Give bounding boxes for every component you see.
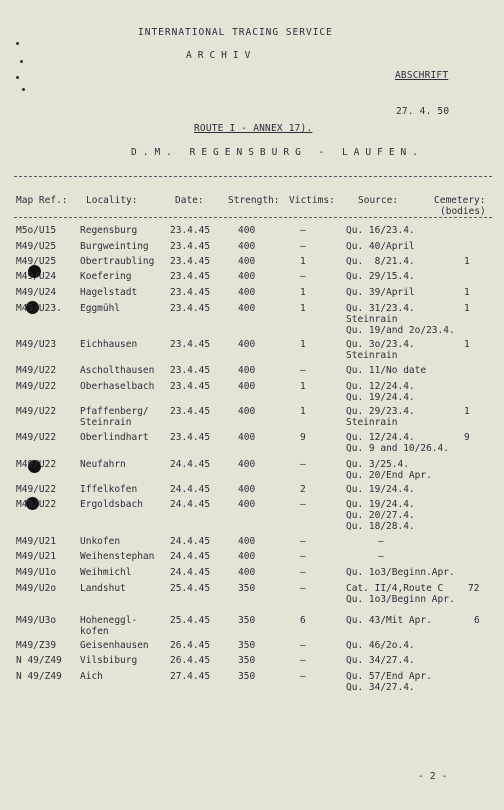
cell-date: 25.4.45: [170, 615, 211, 626]
cell-locality: Burgweinting: [80, 241, 149, 252]
cell-date: 24.4.45: [170, 567, 211, 578]
cell-strength: 400: [238, 381, 256, 392]
cell-victims: 1: [300, 287, 306, 298]
cell-locality: Neufahrn: [80, 459, 126, 470]
cell-victims: —: [300, 459, 306, 470]
cell-locality: Oberhaselbach: [80, 381, 155, 392]
col-date: Date:: [175, 195, 204, 206]
margin-mark: [16, 42, 19, 45]
cell-victims: —: [300, 671, 306, 682]
cell-victims: —: [300, 551, 306, 562]
cell-victims: 9: [300, 432, 306, 443]
cell-locality: Vilsbiburg: [80, 655, 138, 666]
cell-strength: 350: [238, 640, 256, 651]
cell-strength: 400: [238, 432, 256, 443]
cell-date: 24.4.45: [170, 536, 211, 547]
cell-cemetery: 1: [464, 287, 470, 298]
cell-strength: 400: [238, 287, 256, 298]
cell-cemetery: 1: [464, 339, 470, 350]
cell-victims: —: [300, 640, 306, 651]
col-victims: Victims:: [289, 195, 335, 206]
cell-victims: —: [300, 655, 306, 666]
cell-locality: Unkofen: [80, 536, 121, 547]
cell-source: Cat. II/4,Route C Qu. 1o3/Beginn Apr.: [346, 583, 455, 605]
cell-locality: Regensburg: [80, 225, 138, 236]
cell-locality: Koefering: [80, 271, 132, 282]
cell-source: Qu. 16/23.4.: [346, 225, 415, 236]
cell-source: Qu. 12/24.4. Qu. 19/24.4.: [346, 381, 415, 403]
cell-mapref: M49/U22: [16, 406, 57, 417]
cell-date: 23.4.45: [170, 303, 211, 314]
cell-locality: Iffelkofen: [80, 484, 138, 495]
cell-victims: —: [300, 241, 306, 252]
col-cemetery-sub: (bodies): [440, 206, 486, 217]
cell-victims: —: [300, 225, 306, 236]
cell-strength: 400: [238, 256, 256, 267]
col-strength: Strength:: [228, 195, 280, 206]
route-title: ROUTE I - ANNEX 17).: [194, 123, 313, 134]
cell-mapref: M49/U2o: [16, 583, 57, 594]
cell-victims: —: [300, 271, 306, 282]
cell-locality: Weihenstephan: [80, 551, 155, 562]
cell-source: Qu. 29/15.4.: [346, 271, 415, 282]
cell-strength: 400: [238, 225, 256, 236]
cell-date: 23.4.45: [170, 241, 211, 252]
cell-strength: 400: [238, 303, 256, 314]
cell-source: Qu. 11/No date: [346, 365, 427, 376]
cell-source: Qu. 31/23.4. Steinrain Qu. 19/and 2o/23.4.: [346, 303, 455, 336]
cell-strength: 400: [238, 406, 256, 417]
cell-date: 24.4.45: [170, 551, 211, 562]
cell-source: Qu. 1o3/Beginn.Apr.: [346, 567, 455, 578]
cell-date: 23.4.45: [170, 365, 211, 376]
cell-strength: 400: [238, 271, 256, 282]
cell-strength: 400: [238, 567, 256, 578]
cell-victims: 6: [300, 615, 306, 626]
cell-mapref: N 49/Z49: [16, 655, 62, 666]
cell-victims: 2: [300, 484, 306, 495]
cell-mapref: M49/U21: [16, 551, 57, 562]
cell-source: Qu. 29/23.4. Steinrain: [346, 406, 415, 428]
copy-label: ABSCHRIFT: [395, 70, 449, 81]
cell-date: 26.4.45: [170, 655, 211, 666]
cell-victims: —: [300, 583, 306, 594]
cell-date: 23.4.45: [170, 339, 211, 350]
cell-source: Qu. 19/24.4.: [346, 484, 415, 495]
cell-source: Qu. 43/Mit Apr.: [346, 615, 432, 626]
cell-mapref: M49/Z39: [16, 640, 57, 651]
cell-mapref: M49/U3o: [16, 615, 57, 626]
cell-cemetery: 9: [464, 432, 470, 443]
cell-strength: 400: [238, 484, 256, 495]
cell-cemetery: 1: [464, 303, 470, 314]
cell-date: 23.4.45: [170, 406, 211, 417]
cell-mapref: M49/U1o: [16, 567, 57, 578]
cell-cemetery: 72: [468, 583, 480, 594]
cell-date: 27.4.45: [170, 671, 211, 682]
cell-strength: 350: [238, 671, 256, 682]
cell-victims: 1: [300, 406, 306, 417]
cell-mapref: M49/U22: [16, 484, 57, 495]
cell-mapref: M49/U21: [16, 536, 57, 547]
cell-locality: Oberlindhart: [80, 432, 149, 443]
margin-mark: [16, 76, 19, 79]
cell-mapref: M49/U22: [16, 499, 57, 510]
cell-date: 23.4.45: [170, 256, 211, 267]
cell-source: Qu. 39/April: [346, 287, 415, 298]
cell-locality: Pfaffenberg/ Steinrain: [80, 406, 149, 428]
cell-date: 23.4.45: [170, 225, 211, 236]
cell-date: 24.4.45: [170, 484, 211, 495]
cell-victims: —: [300, 499, 306, 510]
cell-mapref: M49/U22: [16, 365, 57, 376]
page-number: - 2 -: [418, 771, 448, 782]
cell-locality: Obertraubling: [80, 256, 155, 267]
cell-source: Qu. 46/2o.4.: [346, 640, 415, 651]
cell-mapref: M49/U25: [16, 241, 57, 252]
dept-heading: ARCHIV: [186, 50, 257, 61]
cell-cemetery: 1: [464, 256, 470, 267]
cell-source: Qu. 40/April: [346, 241, 415, 252]
march-title: D.M. REGENSBURG - LAUFEN.: [131, 147, 424, 158]
cell-victims: 1: [300, 339, 306, 350]
cell-mapref: M49/U24: [16, 287, 57, 298]
cell-cemetery: 6: [474, 615, 480, 626]
cell-locality: Weihmichl: [80, 567, 132, 578]
margin-mark: [20, 60, 23, 63]
document-date: 27. 4. 50: [396, 106, 450, 117]
cell-mapref: M49/U25: [16, 256, 57, 267]
org-heading: INTERNATIONAL TRACING SERVICE: [138, 27, 333, 38]
cell-mapref: M49/U22: [16, 459, 57, 470]
cell-strength: 400: [238, 241, 256, 252]
cell-date: 25.4.45: [170, 583, 211, 594]
cell-source: Qu. 8/21.4.: [346, 256, 415, 267]
cell-locality: Eichhausen: [80, 339, 138, 350]
cell-strength: 400: [238, 551, 256, 562]
cell-strength: 400: [238, 339, 256, 350]
cell-date: 23.4.45: [170, 287, 211, 298]
cell-victims: —: [300, 567, 306, 578]
cell-locality: Ergoldsbach: [80, 499, 143, 510]
cell-date: 24.4.45: [170, 459, 211, 470]
cell-mapref: M5o/U15: [16, 225, 57, 236]
header-rule-bottom: [14, 217, 492, 218]
cell-locality: Hoheneggl- kofen: [80, 615, 138, 637]
cell-mapref: M49/U23: [16, 339, 57, 350]
cell-date: 26.4.45: [170, 640, 211, 651]
cell-strength: 350: [238, 615, 256, 626]
cell-date: 24.4.45: [170, 499, 211, 510]
cell-locality: Aich: [80, 671, 103, 682]
cell-date: 23.4.45: [170, 381, 211, 392]
col-mapref: Map Ref.:: [16, 195, 68, 206]
cell-source: Qu. 19/24.4. Qu. 20/27.4. Qu. 18/28.4.: [346, 499, 415, 532]
cell-source: —: [378, 551, 384, 562]
col-cemetery: Cemetery:: [434, 195, 486, 206]
cell-strength: 400: [238, 365, 256, 376]
cell-mapref: M49/U24: [16, 271, 57, 282]
cell-locality: Geisenhausen: [80, 640, 149, 651]
header-rule-top: [14, 176, 492, 177]
cell-victims: 1: [300, 381, 306, 392]
margin-mark: [22, 88, 25, 91]
col-source: Source:: [358, 195, 399, 206]
cell-mapref: M49/U22: [16, 381, 57, 392]
cell-victims: —: [300, 365, 306, 376]
cell-locality: Ascholthausen: [80, 365, 155, 376]
cell-strength: 350: [238, 583, 256, 594]
cell-source: Qu. 12/24.4. Qu. 9 and 10/26.4.: [346, 432, 449, 454]
cell-source: Qu. 3/25.4. Qu. 20/End Apr.: [346, 459, 432, 481]
cell-victims: —: [300, 536, 306, 547]
cell-strength: 400: [238, 459, 256, 470]
cell-source: Qu. 34/27.4.: [346, 655, 415, 666]
cell-victims: 1: [300, 303, 306, 314]
cell-mapref: M49/U23.: [16, 303, 62, 314]
cell-locality: Hagelstadt: [80, 287, 138, 298]
cell-victims: 1: [300, 256, 306, 267]
cell-strength: 400: [238, 536, 256, 547]
cell-strength: 400: [238, 499, 256, 510]
col-locality: Locality:: [86, 195, 138, 206]
cell-date: 23.4.45: [170, 271, 211, 282]
cell-source: —: [378, 536, 384, 547]
cell-cemetery: 1: [464, 406, 470, 417]
cell-locality: Eggmühl: [80, 303, 121, 314]
cell-mapref: N 49/Z49: [16, 671, 62, 682]
cell-source: Qu. 57/End Apr. Qu. 34/27.4.: [346, 671, 432, 693]
cell-locality: Landshut: [80, 583, 126, 594]
cell-mapref: M49/U22: [16, 432, 57, 443]
cell-source: Qu. 3o/23.4. Steinrain: [346, 339, 415, 361]
cell-strength: 350: [238, 655, 256, 666]
cell-date: 23.4.45: [170, 432, 211, 443]
